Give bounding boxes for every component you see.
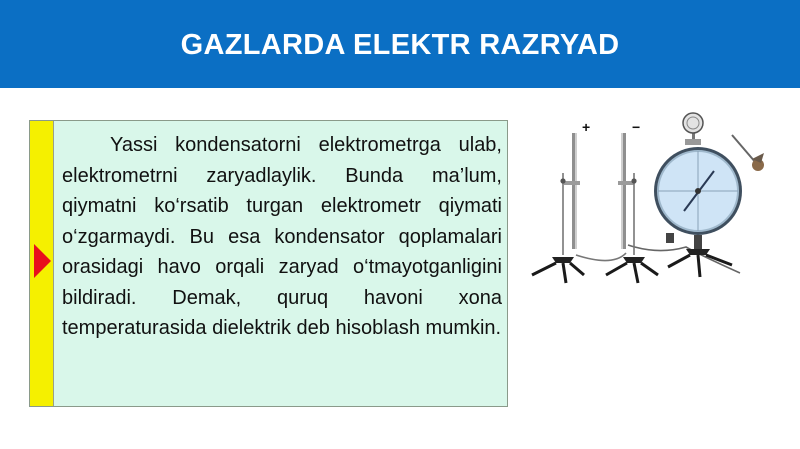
capacitor-electrometer-illustration bbox=[518, 105, 766, 293]
positive-plate bbox=[532, 133, 584, 283]
text-panel bbox=[29, 120, 508, 407]
page-title: GAZLARDA ELEKTR RAZRYAD bbox=[180, 29, 620, 61]
minus-sign-label: − bbox=[632, 119, 641, 135]
pointer-arrow-icon bbox=[34, 244, 51, 278]
body-paragraph: Yassi kondensatorni elektrometrga ulab, elektrometrni zaryadlaylik. Bunda ma’lum, qiymatni ko‘rsatib turgan elektrometr qiymati o‘zgarmaydi. Bu esa kondensator qoplamalari orasidagi havo orqali zaryad o‘tmayotganligini bildiradi. Demak, quruq havoni xona temperaturasida dielektrik deb hisoblash mumkin. bbox=[62, 134, 502, 339]
electrometer bbox=[654, 113, 764, 277]
plus-sign-label: + bbox=[582, 119, 591, 135]
accent-bar bbox=[30, 121, 54, 406]
title-banner bbox=[0, 0, 800, 88]
negative-plate bbox=[606, 133, 658, 283]
